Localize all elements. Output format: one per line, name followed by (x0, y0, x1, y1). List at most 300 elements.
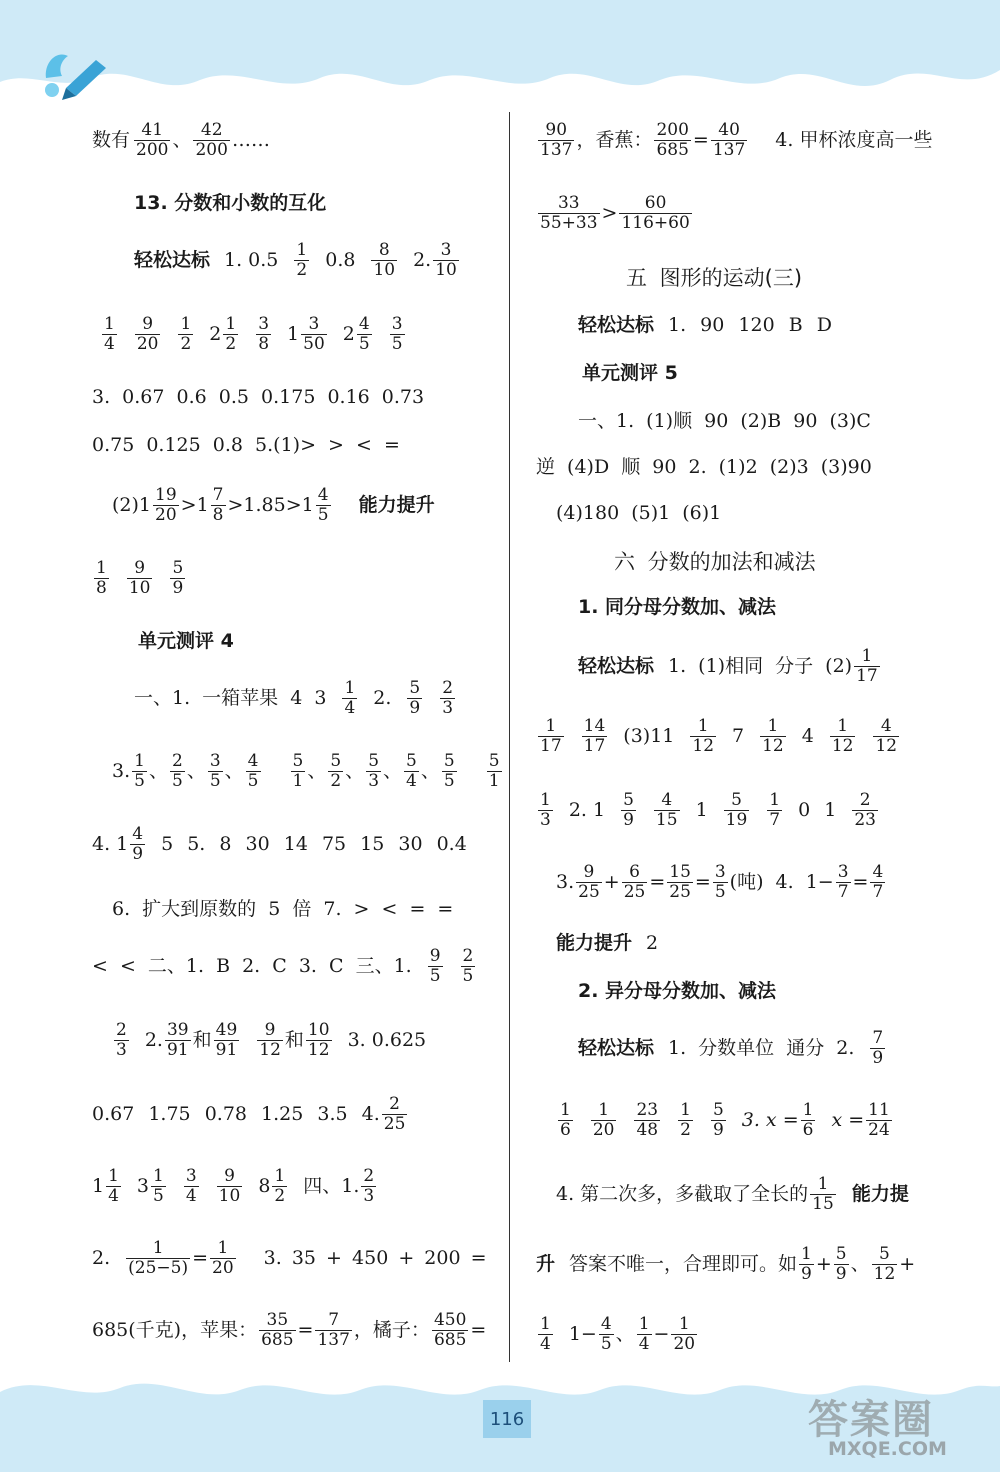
text: 1. (1)相同 分子 (2) (668, 655, 853, 678)
denominator: 9 (132, 843, 144, 864)
denominator: 17 (856, 665, 878, 686)
fraction (134, 122, 170, 160)
text: 1− (568, 1323, 597, 1346)
numerator: 5 (712, 1100, 724, 1120)
separator: 、 (850, 1253, 870, 1276)
denominator: 137 (317, 1329, 350, 1350)
fraction (830, 718, 856, 756)
text: ，橘子： (353, 1319, 430, 1342)
fraction (257, 1022, 283, 1060)
numerator: 49 (215, 1020, 238, 1040)
text: 0.8 (325, 249, 356, 272)
denominator: 2 (274, 1185, 286, 1206)
numerator: 9 (224, 1166, 235, 1186)
numerator: 3 (837, 862, 849, 882)
denominator: 3 (540, 809, 551, 830)
fraction (94, 560, 109, 598)
numerator: 200 (656, 120, 689, 140)
fraction (538, 195, 600, 233)
numerator: 3 (308, 314, 320, 334)
fraction (151, 1168, 166, 1206)
numerator: 1 (134, 751, 145, 771)
label-easy: 轻松达标 (578, 655, 655, 678)
denominator: 5 (462, 965, 474, 986)
numerator: 1 (678, 1314, 690, 1334)
denominator: 685 (656, 139, 689, 160)
numerator: 2 (442, 678, 454, 698)
numerator: 4 (358, 314, 370, 334)
denominator: 25 (669, 881, 691, 902)
numerator: 4 (132, 824, 144, 844)
text: >1.85>1 (227, 494, 314, 517)
right-line-17 (578, 1030, 887, 1068)
text: 3. (556, 871, 575, 894)
numerator: 2 (859, 790, 871, 810)
left-line-16 (92, 1096, 409, 1134)
fraction (217, 1168, 243, 1206)
denominator: 5 (443, 770, 455, 791)
numerator: 40 (718, 120, 740, 140)
fraction (366, 753, 381, 791)
label-easy: 轻松达标 (578, 314, 655, 336)
numerator: 1 (697, 716, 709, 736)
fraction (654, 792, 680, 830)
denominator: 2 (330, 770, 342, 791)
label-easy: 轻松达标 (134, 249, 211, 272)
denominator: 91 (215, 1039, 238, 1060)
denominator: 4 (108, 1185, 119, 1206)
separator: 、 (420, 760, 440, 783)
denominator: 4 (344, 697, 356, 718)
fraction (487, 753, 502, 791)
right-line-21 (536, 1316, 699, 1354)
denominator: 5 (134, 770, 145, 791)
denominator: 10 (218, 1185, 241, 1206)
denominator: 1 (488, 770, 500, 791)
numerator: 5 (835, 1244, 847, 1264)
fraction (256, 316, 271, 354)
denominator: 4 (185, 1185, 197, 1206)
left-line-14 (92, 948, 477, 986)
whole: 2 (342, 323, 355, 346)
numerator: 4 (600, 1314, 612, 1334)
fraction (178, 316, 193, 354)
denominator: 9 (712, 1119, 724, 1140)
denominator: 5 (247, 770, 259, 791)
right-line-13 (536, 792, 880, 830)
whole: 3 (136, 1175, 150, 1198)
numerator: 5 (443, 751, 455, 771)
numerator: 4 (872, 862, 884, 882)
fraction (622, 864, 648, 902)
denominator: 12 (831, 735, 854, 756)
denominator: 5 (429, 965, 441, 986)
numerator: 1 (104, 314, 115, 334)
text: 一、1. 一箱苹果 4 3 (134, 687, 327, 710)
label-advance: 能力提 (851, 1183, 909, 1206)
numerator: 3 (440, 240, 452, 260)
text: 7 (732, 725, 745, 748)
label-advance: 升 (536, 1253, 556, 1276)
left-line-6: 0.75 0.125 0.8 5.(1)> > < = (92, 434, 400, 456)
text: 3. 0.625 (347, 1029, 427, 1052)
section-title-13: 13. 分数和小数的互化 (134, 192, 327, 214)
denominator: 9 (409, 697, 421, 718)
chapter-5-title: 五 图形的运动(三) (626, 266, 803, 290)
denominator: 4 (638, 1333, 650, 1354)
denominator: 2 (225, 333, 237, 354)
fraction (538, 792, 553, 830)
numerator: 7 (328, 1310, 340, 1330)
fraction (599, 1316, 614, 1354)
right-line-11 (578, 648, 882, 686)
left-line-13: 6. 扩大到原数的 5 倍 7. > < = = (112, 898, 454, 920)
numerator: 3 (391, 314, 403, 334)
left-line-8 (92, 560, 187, 598)
denominator: 48 (636, 1119, 659, 1140)
numerator: 60 (644, 193, 667, 213)
numerator: 1 (180, 314, 192, 334)
numerator: 1 (801, 1244, 812, 1264)
numerator: 4 (317, 485, 329, 505)
numerator: 1 (802, 1100, 814, 1120)
denominator: 3 (363, 1185, 375, 1206)
right-line-19 (556, 1176, 909, 1214)
fraction (259, 1312, 295, 1350)
separator: 、 (224, 760, 244, 783)
text: 答案不唯一，合理即可。如 (569, 1253, 798, 1276)
numerator: 1 (152, 1238, 164, 1258)
fraction (371, 242, 397, 280)
fraction (132, 753, 147, 791)
operator: + (815, 1253, 832, 1276)
numerator: 2 (171, 751, 183, 771)
fraction (328, 753, 343, 791)
text: 2. (144, 1029, 163, 1052)
text: 3. 35 + 450 + 200 = (263, 1247, 487, 1270)
operator: = (852, 871, 869, 894)
numerator: 1 (274, 1166, 286, 1186)
right-line-7: 逆 (4)D 顺 90 2. (1)2 (2)3 (3)90 (536, 456, 872, 478)
fraction (382, 1096, 408, 1134)
right-line-18 (556, 1102, 894, 1140)
left-line-15 (112, 1022, 426, 1060)
fraction (852, 792, 878, 830)
denominator: 25 (623, 881, 646, 902)
left-line-11 (112, 753, 504, 791)
operator: = (692, 129, 709, 152)
fraction (211, 487, 226, 525)
text: 2 (646, 932, 659, 954)
separator: 、 (615, 1323, 635, 1346)
fraction (724, 792, 750, 830)
watermark-en: MXQE.COM (828, 1438, 947, 1460)
right-line-4 (578, 316, 832, 335)
fraction (619, 195, 691, 233)
numerator: 8 (378, 240, 390, 260)
right-line-1 (536, 122, 932, 160)
separator: 、 (307, 760, 327, 783)
text: 2. (413, 249, 432, 272)
fraction (442, 753, 457, 791)
label-easy: 轻松达标 (578, 1037, 655, 1060)
left-line-12 (92, 826, 467, 864)
denominator: 20 (136, 333, 159, 354)
numerator: 23 (636, 1100, 659, 1120)
denominator: 5 (391, 333, 403, 354)
left-line-18 (92, 1240, 487, 1278)
denominator: 5 (171, 770, 183, 791)
whole: 1 (287, 323, 300, 346)
numerator: 90 (545, 120, 568, 140)
text: 4 (801, 725, 814, 748)
denominator: 24 (868, 1119, 890, 1140)
fraction (711, 122, 747, 160)
numerator: 4 (247, 751, 259, 771)
denominator: 7 (769, 809, 781, 830)
numerator: 33 (557, 193, 580, 213)
fraction (576, 864, 602, 902)
fraction (193, 122, 229, 160)
numerator: 1 (96, 558, 107, 578)
numerator: 9 (134, 558, 146, 578)
denominator: 12 (692, 735, 715, 756)
denominator: 12 (307, 1039, 330, 1060)
chapter-6-title: 六 分数的加法和减法 (614, 550, 816, 574)
text: 4. 甲杯浓度高一些 (775, 129, 933, 152)
numerator: 11 (868, 1100, 890, 1120)
fraction (315, 1312, 351, 1350)
numerator: 1 (225, 314, 237, 334)
denominator: 15 (812, 1193, 834, 1214)
section-title-2: 2. 异分母分数加、减法 (578, 980, 777, 1002)
right-line-8: (4)180 (5)1 (6)1 (556, 502, 722, 524)
text: 4. 1 (92, 833, 129, 856)
fraction (760, 718, 786, 756)
whole: 8 (258, 1175, 271, 1198)
denominator: 12 (762, 735, 784, 756)
whole: 2 (209, 323, 222, 346)
fraction (361, 1168, 376, 1206)
pencil-logo-icon (36, 38, 116, 108)
denominator: 3 (368, 770, 380, 791)
fraction (810, 1176, 836, 1214)
fraction (866, 1102, 892, 1140)
denominator: 55+33 (540, 212, 598, 233)
text: 1. 90 120 B D (668, 314, 832, 336)
fraction (799, 1246, 814, 1284)
left-line-5: 3. 0.67 0.6 0.5 0.175 0.16 0.73 (92, 386, 425, 408)
denominator: 17 (540, 735, 562, 756)
text: 和 (284, 1029, 304, 1052)
denominator: 5 (153, 1185, 164, 1206)
numerator: 5 (292, 751, 304, 771)
unit-test-5-title: 单元测评 5 (582, 362, 678, 384)
fraction (428, 948, 443, 986)
denominator: 2 (180, 333, 192, 354)
text: 5 5. 8 30 14 75 15 30 0.4 (161, 833, 467, 856)
text: 3. x = (741, 1109, 799, 1132)
fraction (767, 792, 782, 830)
denominator: 8 (96, 577, 107, 598)
denominator: 12 (259, 1039, 281, 1060)
denominator: 10 (435, 259, 457, 280)
top-wave-band (0, 0, 1000, 110)
left-line-19 (92, 1312, 486, 1350)
left-line-4 (100, 316, 407, 354)
text: < < 二、1. B 2. C 3. C 三、1. (92, 955, 412, 978)
numerator: 5 (731, 790, 742, 810)
denominator: 20 (592, 1119, 615, 1140)
fraction (342, 680, 357, 718)
numerator: 9 (264, 1020, 276, 1040)
numerator: 15 (669, 862, 691, 882)
fraction (208, 753, 223, 791)
left-line-7 (112, 487, 435, 525)
denominator: 685 (261, 1329, 294, 1350)
fraction (153, 487, 179, 525)
denominator: 200 (136, 139, 169, 160)
denominator: 8 (258, 333, 270, 354)
denominator: 116+60 (621, 212, 690, 233)
text: 0 1 (798, 799, 837, 822)
numerator: 35 (266, 1310, 289, 1330)
fraction (407, 680, 422, 718)
numerator: 19 (155, 485, 177, 505)
numerator: 2 (462, 946, 474, 966)
text: 685(千克)，苹果： (92, 1319, 258, 1342)
numerator: 1 (861, 646, 873, 666)
text: ，香蕉： (576, 129, 653, 152)
denominator: 137 (540, 139, 573, 160)
operator: + (899, 1253, 916, 1276)
numerator: 7 (872, 1028, 884, 1048)
text: 数有 (92, 129, 131, 152)
left-line-10 (134, 680, 457, 718)
operator: = (694, 871, 711, 894)
numerator: 1 (598, 1100, 610, 1120)
fraction (538, 1316, 553, 1354)
denominator: 5 (358, 333, 370, 354)
fraction (114, 1022, 129, 1060)
fraction (461, 948, 476, 986)
numerator: 10 (307, 1020, 330, 1040)
column-divider (509, 112, 510, 1362)
denominator: 12 (873, 1263, 896, 1284)
separator: 、 (383, 760, 403, 783)
fraction (801, 1102, 816, 1140)
numerator: 5 (172, 558, 184, 578)
text: 2. (92, 1247, 111, 1270)
denominator: 3 (442, 697, 454, 718)
fraction (126, 1240, 190, 1278)
denominator: 137 (712, 139, 746, 160)
fraction (432, 1312, 468, 1350)
fraction (654, 122, 690, 160)
fraction (713, 864, 728, 902)
denominator: 10 (373, 259, 396, 280)
right-line-20 (536, 1246, 915, 1284)
fraction (165, 1022, 191, 1060)
fraction (272, 1168, 287, 1206)
numerator: 39 (166, 1020, 189, 1040)
numerator: 5 (368, 751, 380, 771)
denominator: 7 (872, 881, 884, 902)
fraction (690, 718, 716, 756)
unit-test-4-title: 单元测评 4 (138, 630, 234, 652)
fraction (667, 864, 693, 902)
denominator: 5 (317, 504, 329, 525)
numerator: 1 (153, 1166, 164, 1186)
numerator: 2 (116, 1020, 127, 1040)
left-line-17 (92, 1168, 378, 1206)
fraction (246, 753, 261, 791)
denominator: 91 (166, 1039, 189, 1060)
numerator: 1 (344, 678, 356, 698)
ellipsis: …… (231, 129, 270, 152)
fraction (170, 753, 185, 791)
denominator: 9 (872, 1047, 884, 1068)
whole: 1 (92, 1175, 105, 1198)
fraction (591, 1102, 617, 1140)
right-line-12 (536, 718, 901, 756)
denominator: 200 (195, 139, 228, 160)
fraction (294, 242, 309, 280)
numerator: 9 (583, 862, 595, 882)
numerator: 2 (389, 1094, 400, 1114)
fraction (538, 718, 564, 756)
fraction (135, 316, 161, 354)
operator: = (297, 1319, 314, 1342)
numerator: 1 (296, 240, 308, 260)
numerator: 41 (141, 120, 164, 140)
text: 1. 0.5 (224, 249, 279, 272)
denominator: 25 (383, 1113, 406, 1134)
numerator: 5 (879, 1244, 890, 1264)
section-title-1: 1. 同分母分数加、减法 (578, 596, 777, 618)
numerator: 1 (817, 1174, 829, 1194)
text: (3)11 (623, 725, 675, 748)
fraction (301, 316, 327, 354)
numerator: 9 (142, 314, 154, 334)
denominator: 8 (212, 504, 224, 525)
numerator: 14 (583, 716, 606, 736)
denominator: 9 (623, 809, 634, 830)
text: 1. 分数单位 通分 2. (668, 1037, 855, 1060)
denominator: 3 (116, 1039, 127, 1060)
fraction (711, 1102, 726, 1140)
denominator: 19 (725, 809, 748, 830)
fraction (291, 753, 306, 791)
denominator: 2 (680, 1119, 691, 1140)
text: (吨) 4. 1− (729, 871, 834, 894)
fraction (404, 753, 419, 791)
fraction (538, 122, 574, 160)
denominator: 6 (802, 1119, 814, 1140)
fraction (316, 487, 331, 525)
separator: 、 (345, 760, 365, 783)
numerator: 4 (661, 790, 673, 810)
text: x = (831, 1109, 865, 1132)
numerator: 5 (330, 751, 342, 771)
numerator: 7 (212, 485, 224, 505)
denominator: 1 (292, 770, 304, 791)
fraction (170, 560, 185, 598)
fraction (621, 792, 636, 830)
denominator: 10 (128, 577, 151, 598)
fraction (106, 1168, 121, 1206)
denominator: 5 (600, 1333, 612, 1354)
